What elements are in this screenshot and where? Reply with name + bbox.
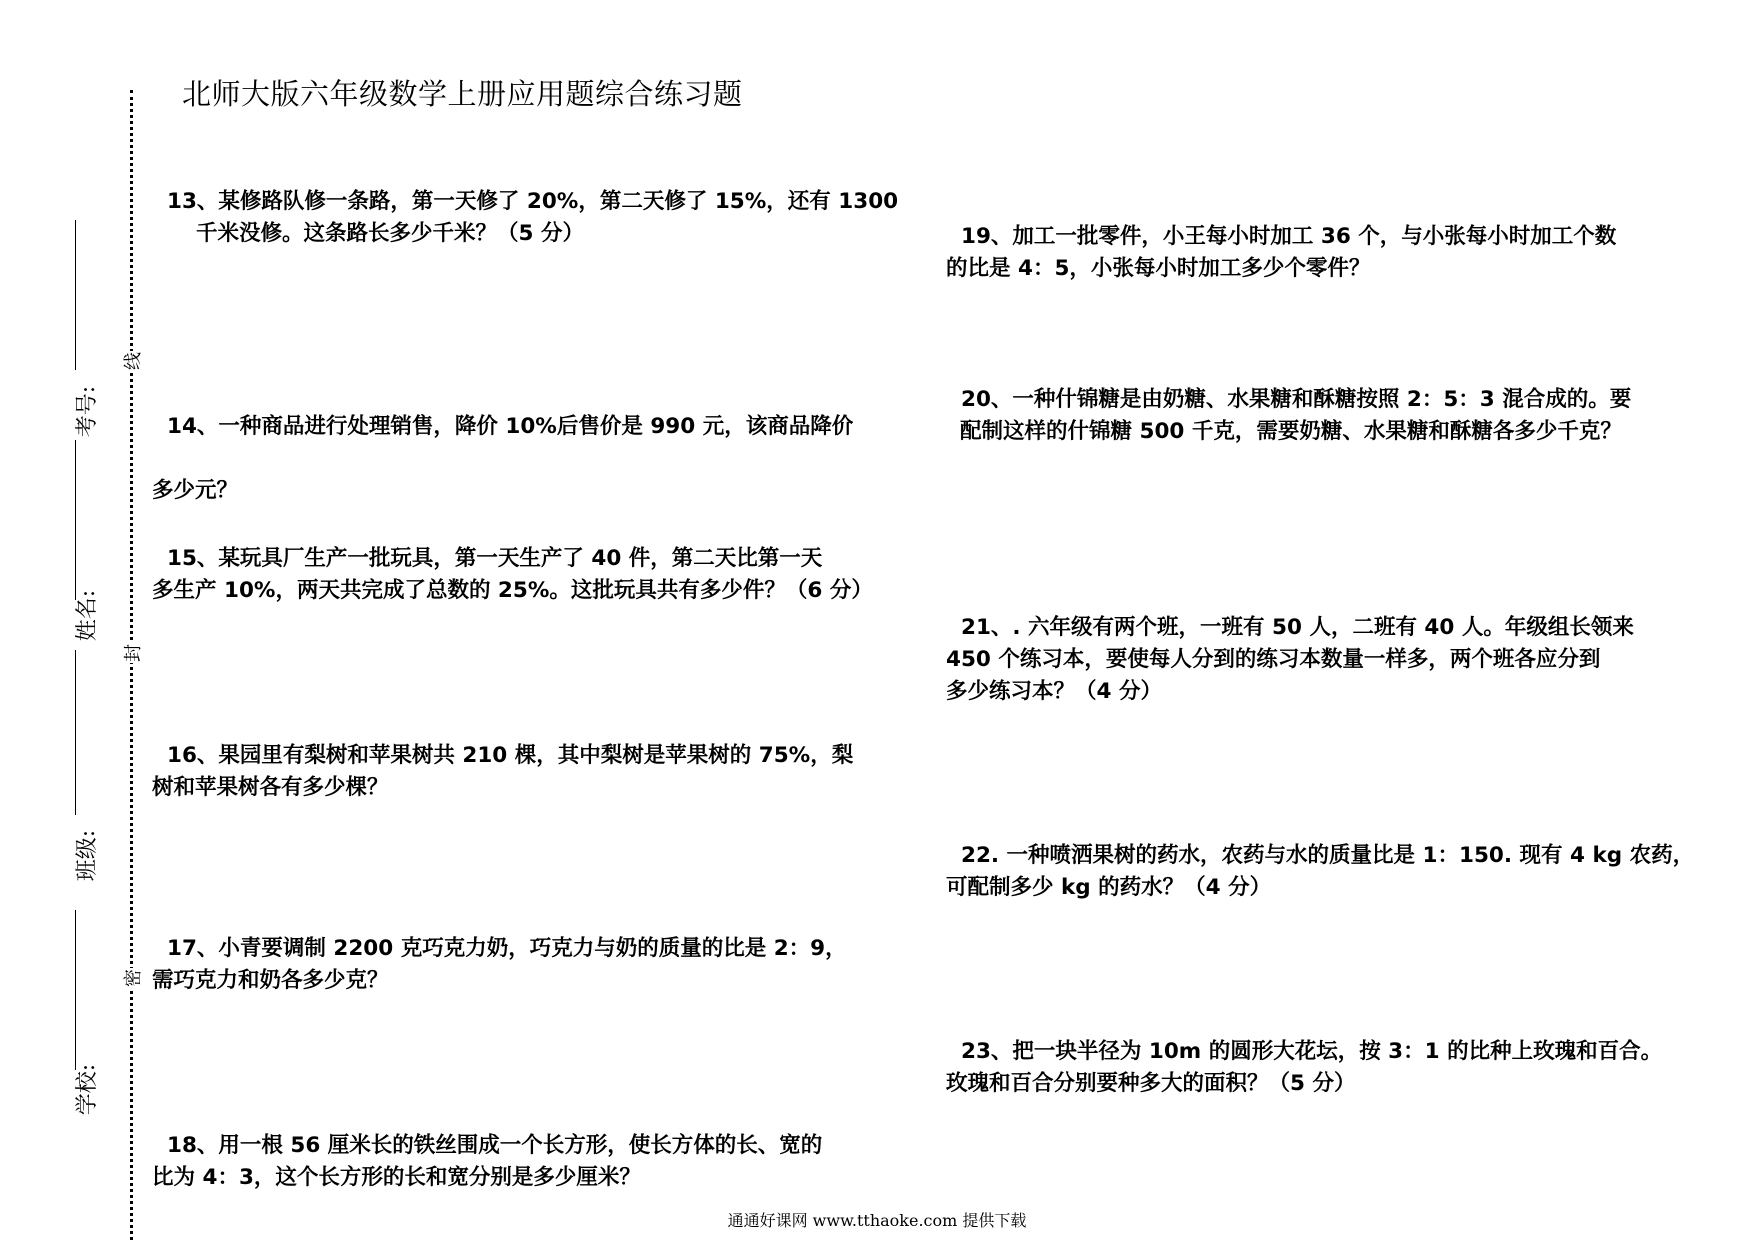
question-22 bbox=[946, 808, 1694, 904]
question-20-line2: 配制这样的什锦糖 500 千克，需要奶糖、水果糖和酥糖各多少千克？ bbox=[960, 419, 1622, 444]
question-14-line2: 多少元？ bbox=[152, 478, 239, 503]
field-label-school: 学校: bbox=[75, 1063, 101, 1116]
field-label-exam-number: 考号: bbox=[75, 385, 101, 438]
question-21 bbox=[946, 580, 1634, 708]
field-line bbox=[75, 440, 76, 600]
seal-char-mi: 密 bbox=[119, 968, 145, 988]
question-18-line2: 比为 4：3，这个长方形的长和宽分别是多少厘米？ bbox=[152, 1165, 641, 1190]
question-17 bbox=[152, 901, 847, 997]
field-line bbox=[75, 650, 76, 815]
question-15-line1: 15、某玩具厂生产一批玩具，第一天生产了 40 件，第二天比第一天 bbox=[166, 546, 823, 571]
question-13-line1: 13、某修路队修一条路，第一天修了 20%，第二天修了 15%，还有 1300 bbox=[166, 189, 899, 214]
question-20 bbox=[946, 352, 1631, 480]
question-22-line2: 可配制多少 kg 的药水？（4 分） bbox=[946, 875, 1272, 900]
page-title: 北师大版六年级数学上册应用题综合练习题 bbox=[182, 77, 743, 111]
question-17-line1: 17、小青要调制 2200 克巧克力奶，巧克力与奶的质量的比是 2：9， bbox=[166, 936, 847, 961]
question-18 bbox=[152, 1098, 822, 1194]
question-15-line2: 多生产 10%，两天共完成了总数的 25%。这批玩具共有多少件？（6 分） bbox=[152, 578, 873, 603]
question-17-line2: 需巧克力和奶各多少克？ bbox=[152, 968, 389, 993]
field-label-class: 班级: bbox=[75, 829, 101, 882]
question-23 bbox=[946, 1004, 1662, 1100]
field-line bbox=[75, 220, 76, 370]
question-20-line1: 20、一种什锦糖是由奶糖、水果糖和酥糖按照 2：5：3 混合成的。要 bbox=[960, 387, 1632, 412]
question-18-line1: 18、用一根 56 厘米长的铁丝围成一个长方形，使长方体的长、宽的 bbox=[166, 1133, 823, 1158]
question-19-line1: 19、加工一批零件，小王每小时加工 36 个，与小张每小时加工个数 bbox=[960, 224, 1617, 249]
question-14-line1: 14、一种商品进行处理销售，降价 10%后售价是 990 元，该商品降价 bbox=[166, 414, 854, 439]
footer-credit: 通通好课网 www.tthaoke.com 提供下载 bbox=[727, 1211, 1027, 1230]
question-19-line2: 的比是 4：5，小张每小时加工多少个零件？ bbox=[946, 256, 1371, 281]
question-16-line2: 树和苹果树各有多少棵？ bbox=[152, 775, 389, 800]
binding-dotted-line bbox=[130, 90, 133, 1240]
question-14 bbox=[152, 331, 853, 523]
question-13 bbox=[152, 154, 898, 282]
question-16-line1: 16、果园里有梨树和苹果树共 210 棵，其中梨树是苹果树的 75%，梨 bbox=[166, 743, 854, 768]
question-22-line1: 22. 一种喷洒果树的药水，农药与水的质量比是 1：150. 现有 4 kg 农药， bbox=[960, 843, 1695, 868]
field-label-name: 姓名: bbox=[75, 589, 101, 642]
question-15 bbox=[152, 511, 873, 607]
question-23-line1: 23、把一块半径为 10m 的圆形大花坛，按 3：1 的比种上玫瑰和百合。 bbox=[960, 1039, 1663, 1064]
question-19 bbox=[946, 189, 1616, 285]
seal-char-xian: 线 bbox=[119, 351, 145, 371]
field-line bbox=[75, 910, 76, 1070]
question-21-line3: 多少练习本？（4 分） bbox=[946, 679, 1162, 704]
question-23-line2: 玫瑰和百合分别要种多大的面积？（5 分） bbox=[946, 1071, 1356, 1096]
question-21-line1: 21、. 六年级有两个班，一班有 50 人，二班有 40 人。年级组长领来 bbox=[960, 615, 1634, 640]
question-16 bbox=[152, 708, 853, 804]
question-21-line2: 450 个练习本，要使每人分到的练习本数量一样多，两个班各应分到 bbox=[946, 647, 1601, 672]
question-13-line2: 千米没修。这条路长多少千米？（5 分） bbox=[196, 221, 584, 246]
seal-char-feng: 封 bbox=[119, 643, 145, 663]
